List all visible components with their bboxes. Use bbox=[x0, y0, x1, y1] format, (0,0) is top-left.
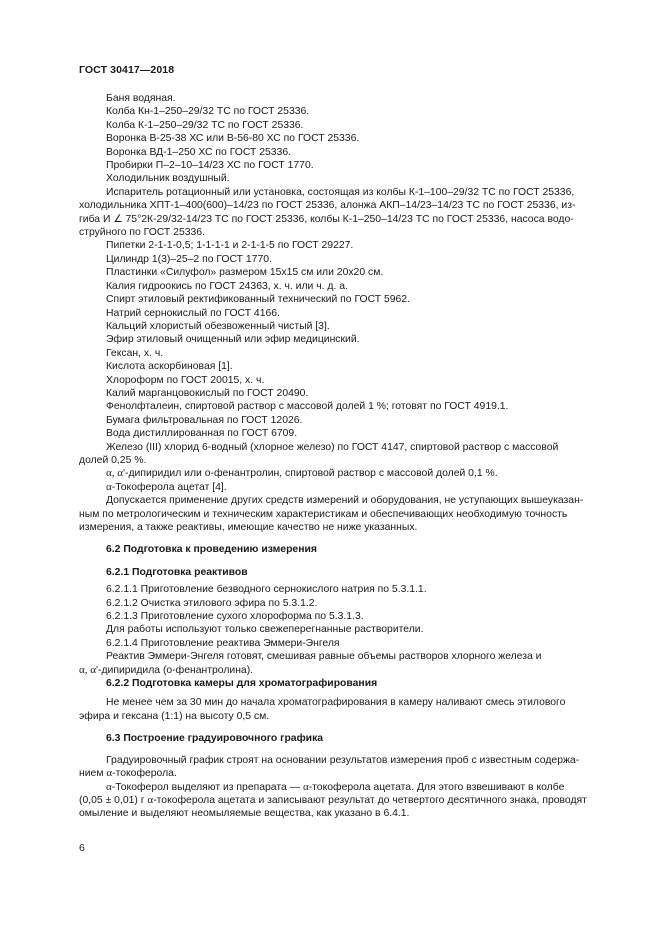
section-heading-6-2: 6.2 Подготовка к проведению измерения bbox=[106, 544, 317, 556]
equipment-list bbox=[106, 92, 614, 186]
preparation-item: 6.2.1.4 Приготовление реактива Эммери-Энгеля bbox=[106, 637, 340, 649]
reagent-item: Гексан, х. ч. bbox=[106, 347, 164, 359]
dipyridyl-text: -дипиридил или о-фенантролин, спиртовой раствор с массовой долей 0,1 %. bbox=[125, 468, 498, 480]
paragraph-line: долей 0,25 %. bbox=[79, 454, 147, 466]
equipment-item: Колба Кн-1–250–29/32 ТС по ГОСТ 25336. bbox=[106, 106, 310, 118]
paragraph-line bbox=[79, 664, 614, 677]
reagent-item: Калий марганцовокислый по ГОСТ 20490. bbox=[106, 387, 309, 399]
reagent-item: Эфир этиловый очищенный или эфир медицинский. bbox=[106, 334, 360, 346]
text-span: (0,05 ± 0,01) г bbox=[79, 794, 148, 806]
reagent-list bbox=[106, 239, 614, 440]
calibration-paragraph bbox=[79, 754, 614, 821]
preparation-item: 6.2.1.3 Приготовление сухого хлороформа по 5.3.1.3. bbox=[106, 611, 364, 623]
text-span: -Токоферол выделяют из препарата — bbox=[111, 781, 303, 793]
greek-alpha: α bbox=[106, 480, 112, 493]
reagent-item: Пластинки «Силуфол» размером 15х15 см или 20х20 см. bbox=[106, 267, 384, 279]
preparation-list bbox=[79, 583, 614, 677]
equipment-item: Воронка ВД-1–250 ХС по ГОСТ 25336. bbox=[106, 146, 291, 158]
paragraph-line: Градуировочный график строят на основании результатов измерения проб с известным содержа- bbox=[106, 754, 580, 766]
greek-alpha: α, α' bbox=[79, 663, 99, 676]
greek-alpha: α bbox=[147, 793, 154, 806]
preparation-item: 6.2.1.2 Очистка этилового эфира по 5.3.1.2. bbox=[106, 597, 318, 609]
section-heading-6-2-1: 6.2.1 Подготовка реактивов bbox=[106, 566, 248, 578]
text-span: -токоферола ацетата и записывают результат до четвертого десятичного знака, проводят bbox=[153, 794, 587, 806]
text-span: -токоферола ацетата. Для этого взвешивают в колбе bbox=[308, 781, 565, 793]
reagent-item: Бумага фильтровальная по ГОСТ 12026. bbox=[106, 414, 303, 426]
reagent-item: Хлороформ по ГОСТ 20015, х. ч. bbox=[106, 374, 265, 386]
paragraph-line bbox=[106, 781, 614, 794]
paragraph-line: струйного по ГОСТ 25336. bbox=[79, 227, 205, 239]
section-heading-6-3: 6.3 Построение градуировочного графика bbox=[106, 733, 324, 745]
paragraph-line: омыление и выделяют неомыляемые вещества, как указано в 6.4.1. bbox=[79, 808, 410, 820]
greek-alpha: α bbox=[106, 767, 113, 780]
greek-alpha: α bbox=[106, 780, 112, 793]
reagent-item: Вода дистиллированная по ГОСТ 6709. bbox=[106, 428, 298, 440]
reagent-item: Фенолфталеин, спиртовой раствор с массовой долей 1 %; готовят по ГОСТ 4919.1. bbox=[106, 401, 509, 413]
chamber-paragraph bbox=[79, 696, 614, 723]
equipment-item: Воронка В-25-38 ХС или В-56-80 ХС по ГОСТ 25336. bbox=[106, 133, 360, 145]
paragraph-line: Допускается применение других средств измерений и оборудования, не уступающих вышеуказан- bbox=[106, 495, 584, 507]
reagent-item: Спирт этиловый ректификованный технический по ГОСТ 5962. bbox=[106, 294, 410, 306]
reagent-item: Кальций хлористый обезвоженный чистый [3]. bbox=[106, 320, 330, 332]
paragraph-line: Реактив Эммери-Энгеля готовят, смешивая равные объемы растворов хлорного железа и bbox=[106, 651, 542, 663]
reagent-item: Пипетки 2-1-1-0,5; 1-1-1-1 и 2-1-1-5 по ГОСТ 29227. bbox=[106, 240, 354, 252]
paragraph-line: Не менее чем за 30 мин до начала хроматографирования в камеру наливают смесь этилового bbox=[106, 697, 566, 709]
tocoacetate-text: -Токоферола ацетат [4]. bbox=[111, 481, 227, 493]
document-body bbox=[79, 92, 614, 821]
reagent-item: Калия гидроокись по ГОСТ 24363, х. ч. или ч. д. а. bbox=[106, 280, 348, 292]
iron-chloride-paragraph bbox=[79, 441, 614, 468]
paragraph-line: эфира и гексана (1:1) на высоту 0,5 см. bbox=[79, 710, 270, 722]
paragraph-line: холодильника ХПТ-1–400(600)–14/23 по ГОСТ 25336, алонжа АКП–14/23–14/23 ТС по ГОСТ 25336, из- bbox=[79, 200, 576, 212]
text-span: нием bbox=[79, 768, 107, 780]
paragraph-line: измерения, а также реактивы, имеющие качество не ниже указанных. bbox=[79, 522, 418, 533]
reagent-item: Кислота аскорбиновая [1]. bbox=[106, 361, 233, 373]
tocoacetate-line bbox=[106, 481, 614, 494]
paragraph-line: Испаритель ротационный или установка, состоящая из колбы К-1–100–29/32 ТС по ГОСТ 25336, bbox=[106, 186, 575, 198]
paragraph-line: гиба И ∠ 75°2К-29/32-14/23 ТС по ГОСТ 25336, колбы К-1–250–14/23 ТС по ГОСТ 25336, насоса водо- bbox=[79, 213, 574, 225]
paragraph-line bbox=[79, 767, 614, 780]
greek-alpha: α, α' bbox=[106, 467, 126, 480]
standard-header: ГОСТ 30417—2018 bbox=[79, 64, 175, 76]
text-span: -токоферола. bbox=[112, 768, 177, 780]
equipment-item: Пробирки П–2–10–14/23 ХС по ГОСТ 1770. bbox=[106, 160, 314, 172]
equipment-item: Баня водяная. bbox=[106, 93, 176, 104]
reagent-item: Натрий сернокислый по ГОСТ 4166. bbox=[106, 307, 280, 319]
section-heading-6-2-2: 6.2.2 Подготовка камеры для хроматографирования bbox=[106, 678, 378, 690]
page-number: 6 bbox=[79, 843, 85, 854]
paragraph-line: Железо (III) хлорид 6-водный (хлорное железо) по ГОСТ 4147, спиртовой раствор с массовой bbox=[106, 441, 559, 453]
emmeri-text: -дипиридила (о-фенантролина). bbox=[98, 664, 254, 676]
greek-alpha: α bbox=[302, 780, 309, 793]
equipment-item: Колба К-1–250–29/32 ТС по ГОСТ 25336. bbox=[106, 119, 304, 131]
reagent-item: Цилиндр 1(3)–25–2 по ГОСТ 1770. bbox=[106, 253, 272, 265]
preparation-item: 6.2.1.1 Приготовление безводного сернокислого натрия по 5.3.1.1. bbox=[106, 584, 427, 596]
paragraph-line: ным по метрологическим и техническим характеристикам и обеспечивающих необходимую точность bbox=[79, 508, 568, 520]
equipment-item: Холодильник воздушный. bbox=[106, 173, 230, 185]
allowed-paragraph bbox=[79, 494, 614, 534]
paragraph-line bbox=[79, 794, 614, 807]
evaporator-paragraph bbox=[79, 186, 614, 240]
preparation-item: Для работы используют только свежеперегнанные растворители. bbox=[106, 624, 424, 636]
dipyridyl-line bbox=[106, 467, 614, 480]
